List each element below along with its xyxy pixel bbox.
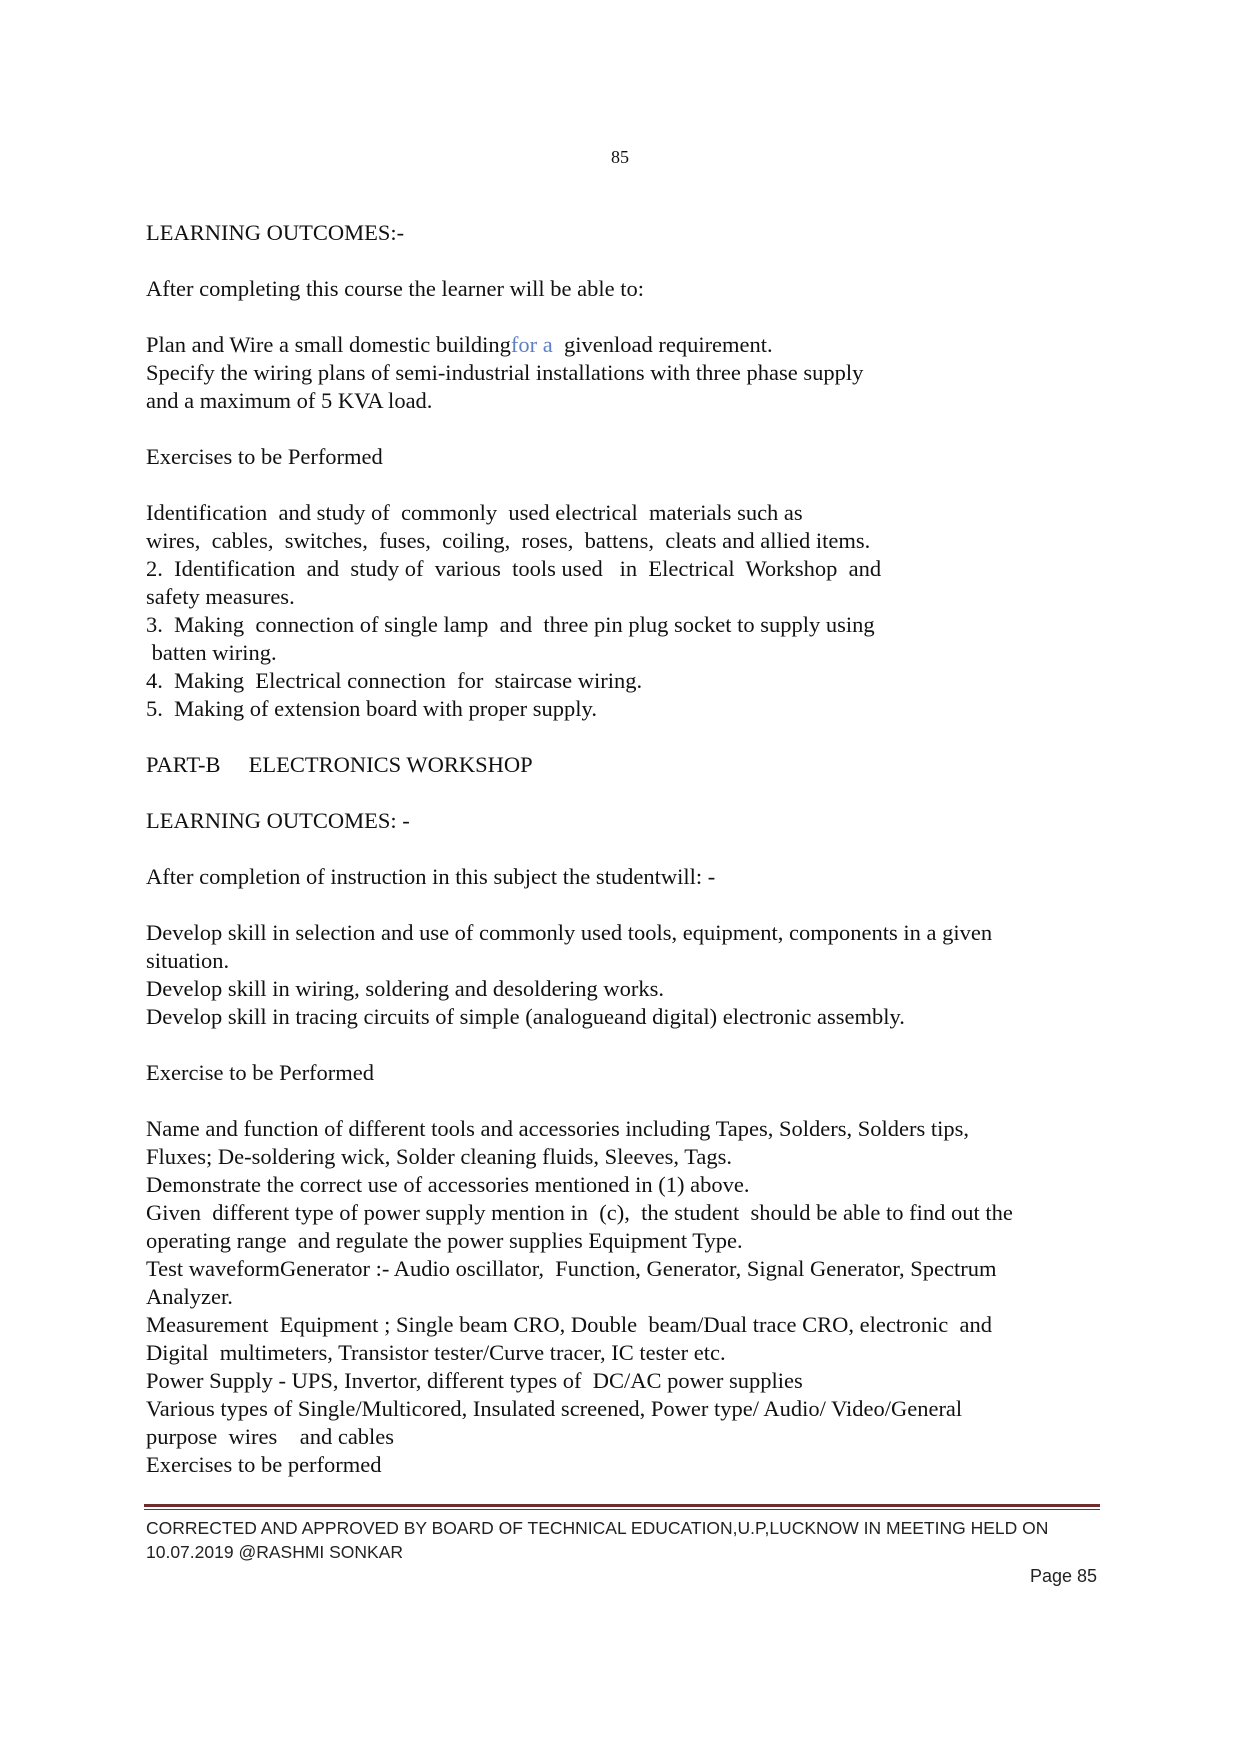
develop-line: Develop skill in wiring, soldering and desoldering works. — [146, 976, 665, 1001]
exercise-line: 3. Making connection of single lamp and three pin plug socket to supply using — [146, 612, 875, 637]
exercise-line: purpose wires and cables — [146, 1424, 395, 1449]
intro-text-2: After completion of instruction in this subject the studentwill: - — [146, 864, 716, 889]
part-b-heading: PART-B ELECTRONICS WORKSHOP — [146, 752, 533, 777]
exercise-line: Fluxes; De-soldering wick, Solder cleaning fluids, Sleeves, Tags. — [146, 1144, 733, 1169]
intro-text: After completing this course the learner will be able to: — [146, 276, 644, 301]
exercise-line: Exercises to be performed — [146, 1452, 382, 1477]
exercise-line: 5. Making of extension board with proper supply. — [146, 696, 597, 721]
footer-divider — [144, 1504, 1100, 1507]
exercise-line: Name and function of different tools and accessories including Tapes, Solders, Solders tips, — [146, 1116, 970, 1141]
exercise-line: Measurement Equipment ; Single beam CRO, Double beam/Dual trace CRO, electronic and — [146, 1312, 993, 1337]
exercise-line: Test waveformGenerator :- Audio oscillator, Function, Generator, Signal Generator, Spectrum — [146, 1256, 997, 1281]
exercise-line: batten wiring. — [146, 640, 277, 665]
exercise-line: Power Supply - UPS, Invertor, different types of DC/AC power supplies — [146, 1368, 803, 1393]
exercise-line: Analyzer. — [146, 1284, 233, 1309]
exercise-line: Demonstrate the correct use of accessories mentioned in (1) above. — [146, 1172, 750, 1197]
outcome-plan-wire — [146, 331, 1106, 359]
develop-line: Develop skill in selection and use of commonly used tools, equipment, components in a given — [146, 920, 993, 945]
footer-line-1: CORRECTED AND APPROVED BY BOARD OF TECHNICAL EDUCATION,U.P,LUCKNOW IN MEETING HELD ON — [146, 1518, 1049, 1538]
develop-line: situation. — [146, 948, 230, 973]
exercise-line: Digital multimeters, Transistor tester/Curve tracer, IC tester etc. — [146, 1340, 726, 1365]
develop-line: Develop skill in tracing circuits of simple (analogueand digital) electronic assembly. — [146, 1004, 905, 1029]
exercises-heading: Exercises to be Performed — [146, 444, 383, 469]
exercise-line: Various types of Single/Multicored, Insulated screened, Power type/ Audio/ Video/General — [146, 1396, 963, 1421]
exercise-line: 2. Identification and study of various tools used in Electrical Workshop and — [146, 556, 882, 581]
exercise-line: Given different type of power supply mention in (c), the student should be able to find out the — [146, 1200, 1013, 1225]
footer-note — [146, 1516, 1106, 1564]
footer-page-number: Page 85 — [1029, 1566, 1097, 1586]
outcome-line: Specify the wiring plans of semi-industrial installations with three phase supply — [146, 360, 864, 385]
exercise-line: wires, cables, switches, fuses, coiling, roses, battens, cleats and allied items. — [146, 528, 871, 553]
outcome-line: and a maximum of 5 KVA load. — [146, 388, 433, 413]
exercise-heading-2: Exercise to be Performed — [146, 1060, 375, 1085]
learning-outcomes-heading-2: LEARNING OUTCOMES: - — [146, 808, 410, 833]
page-number-top: 85 — [611, 147, 629, 167]
footer-line-2: 10.07.2019 @RASHMI SONKAR — [146, 1542, 404, 1562]
learning-outcomes-heading: LEARNING OUTCOMES:- — [146, 220, 405, 245]
outcome-text: givenload requirement. — [552, 332, 773, 357]
footer-divider-thin — [144, 1509, 1100, 1510]
exercise-line: operating range and regulate the power supplies Equipment Type. — [146, 1228, 743, 1253]
exercise-line: Identification and study of commonly used electrical materials such as — [146, 500, 803, 525]
exercise-line: safety measures. — [146, 584, 295, 609]
outcome-link-text: for a — [510, 332, 553, 357]
outcome-text: Plan and Wire a small domestic building — [146, 332, 511, 357]
exercise-line: 4. Making Electrical connection for staircase wiring. — [146, 668, 643, 693]
